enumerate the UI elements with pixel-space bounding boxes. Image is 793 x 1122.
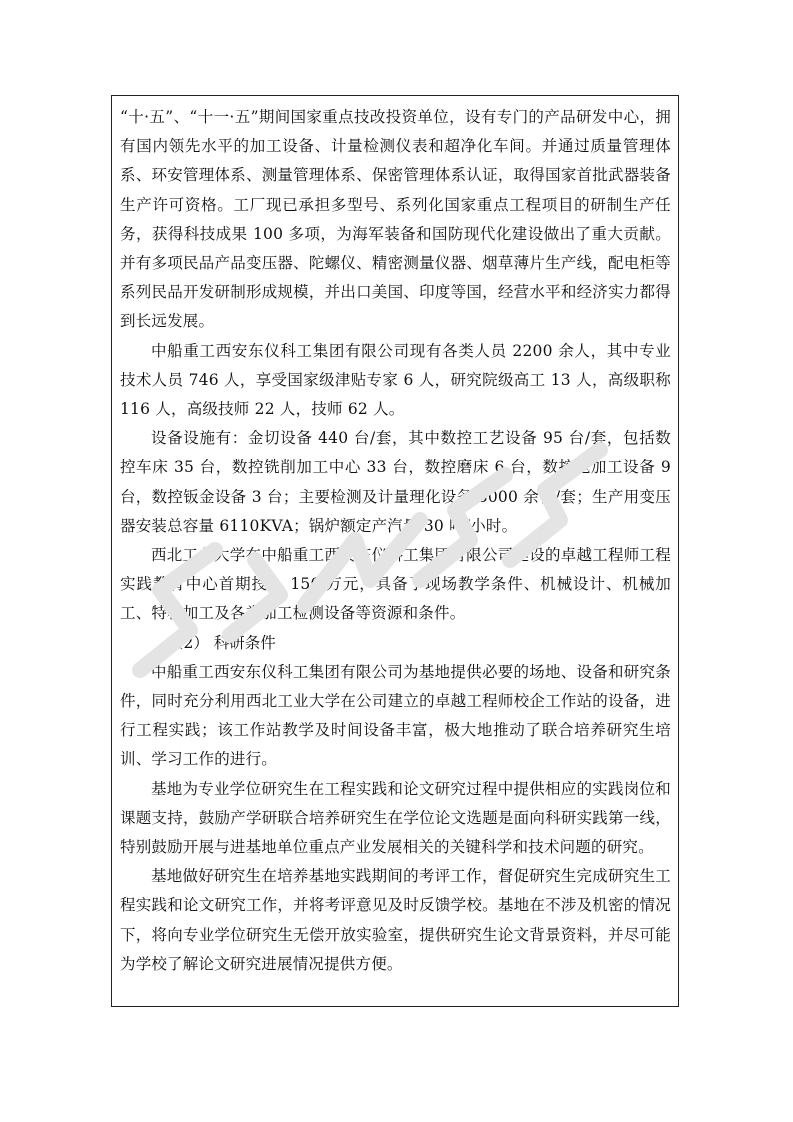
paragraph-company-overview: “十·五”、“十一·五”期间国家重点技改投资单位，设有专门的产品研发中心，拥有国内领先水平的加工设备、计量检测仪表和超净化车间。并通过质量管理体系、环安管理体系、测量管理体系、保密管理体系认证，取得国家首批武器装备生产许可资格。工厂现已承担多型号、系列化国家重点工程项目的研制生产任务，获得科技成果 100 多项，为海军装备和国防现代化建设做出了重大贡献。并有多项民品产品变压器、陀螺仪、精密测量仪器、烟草薄片生产线，配电柜等系列民品开发研制形成规模，并出口美国、印度等国，经营水平和经济实力都得到长远发展。 [120,108,671,331]
paragraph-practice-center: 西北工业大学在中船重工西安东仪科工集团有限公司建设的卓越工程师工程实践教育中心首期投入 150 万元，具备了现场教学条件、机械设计、机械加工、特种加工及各类加工检测设备等资源和条件。 [120,546,671,623]
paragraph-evaluation: 基地做好研究生在培养基地实践期间的考评工作，督促研究生完成研究生工程实践和论文研究工作，并将考评意见及时反馈学校。基地在不涉及机密的情况下，将向专业学位研究生无偿开放实验室，提供研究生论文背景资料，并尽可能为学校了解论文研究进展情况提供方便。 [120,867,671,973]
section-heading-research-conditions: （2） 科研条件 [168,633,276,652]
paragraph-equipment: 设备设施有：金切设备 440 台/套，其中数控工艺设备 95 台/套，包括数控车床 35 台，数控铣削加工中心 33 台，数控磨床 6 台，数控电加工设备 9 台，数控钣金设备 3 台；主要检测及计量理化设备 3000 余台/套；生产用变压器安装总容量 6110KVA；锅炉额定产汽量 30 吨/小时。 [120,429,671,535]
paragraph-research-conditions: 中船重工西安东仪科工集团有限公司为基地提供必要的场地、设备和研究条件，同时充分利用西北工业大学在公司建立的卓越工程师校企工作站的设备，进行工程实践；该工作站教学及时间设备丰富，极大地推动了联合培养研究生培训、学习工作的进行。 [120,662,671,769]
paragraph-base-support: 基地为专业学位研究生在工程实践和论文研究过程中提供相应的实践岗位和课题支持，鼓励产学研联合培养研究生在学位论文选题是面向科研实践第一线，特别鼓励开展与进基地单位重点产业发展相关的关键科学和技术问题的研究。 [120,779,671,857]
paragraph-personnel: 中船重工西安东仪科工集团有限公司现有各类人员 2200 余人，其中专业技术人员 746 人，享受国家级津贴专家 6 人，研究院级高工 13 人，高级职称 116 人，高级技师 22 人，技师 62 人。 [120,341,671,419]
document-table-cell [111,95,679,1007]
